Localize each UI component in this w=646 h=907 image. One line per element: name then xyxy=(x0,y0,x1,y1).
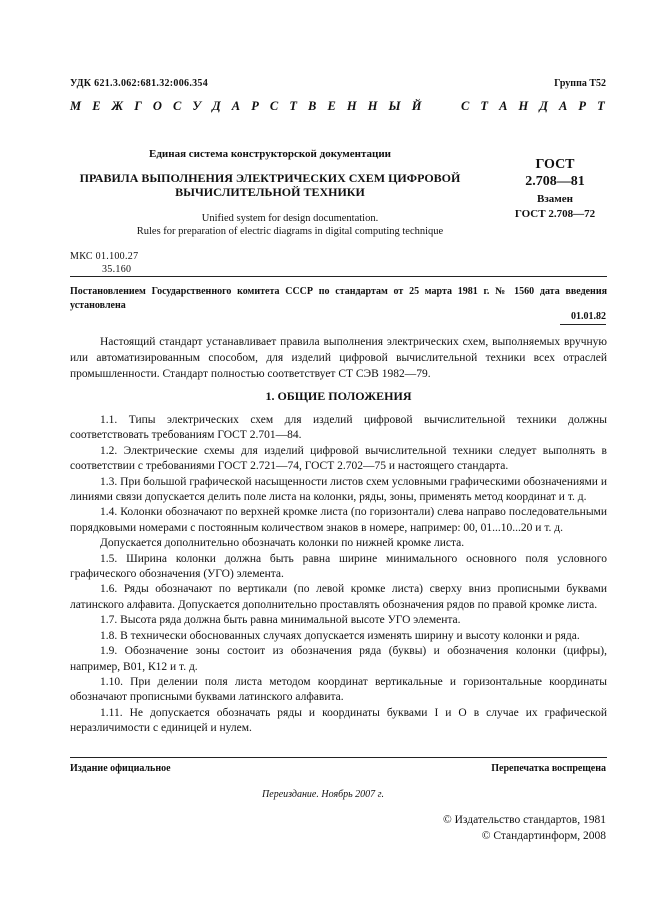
banner-letter: М xyxy=(70,99,82,113)
group-code: Группа Т52 xyxy=(554,78,606,89)
banner-letter: У xyxy=(192,99,202,113)
document-title xyxy=(70,171,470,199)
banner-letter: Е xyxy=(327,99,336,113)
paragraph: 1.1. Типы электрических схем для изделий цифровой вычислительной техники должны соответствовать требованиям ГОСТ 2.701—84. xyxy=(70,414,607,442)
paragraph: 1.7. Высота ряда должна быть равна минимальной высоте УГО элемента. xyxy=(100,614,461,627)
gost-label: ГОСТ xyxy=(535,157,575,172)
banner-letter: Н xyxy=(346,99,357,113)
section-title: 1. ОБЩИЕ ПОЛОЖЕНИЯ xyxy=(265,389,412,403)
paragraph: 1.8. В технически обоснованных случаях допускается изменять ширину и высоту колонки и ряда. xyxy=(100,629,580,642)
banner-letter: Р xyxy=(251,99,259,113)
standard-banner xyxy=(70,99,605,114)
replaces-label: Взамен xyxy=(537,193,573,205)
english-line: Rules for preparation of electric diagrams in digital computing technique xyxy=(136,226,444,237)
banner-letter: Г xyxy=(134,99,142,113)
paragraph: 1.9. Обозначение зоны состоит из обозначения ряда (буквы) и обозначения колонки (цифры), например, В01, К12 и т. д. xyxy=(70,645,607,673)
date-underline xyxy=(560,324,606,325)
banner-gap xyxy=(447,99,450,114)
banner-letter: Т xyxy=(597,99,605,113)
title-line: ВЫЧИСЛИТЕЛЬНОЙ ТЕХНИКИ xyxy=(175,185,365,199)
paragraph: 1.3. При большой графической насыщенности листов схем условными графическими обозначениями и линиями связи допускается делить поле листа на колонки, ряды, зоны, применять метод координат и т. д. xyxy=(70,475,607,504)
divider xyxy=(70,276,607,277)
copyright-line: © Издательство стандартов, 1981 xyxy=(442,814,606,826)
banner-letter: Н xyxy=(367,99,378,113)
banner-letter: Т xyxy=(480,99,488,113)
footer-divider xyxy=(70,757,607,758)
banner-letter: Р xyxy=(578,99,586,113)
banner-letter: Е xyxy=(92,99,101,113)
udk-code: УДК 621.3.062:681.32:006.354 xyxy=(70,78,209,89)
banner-letter: О xyxy=(152,99,162,113)
copyright xyxy=(443,812,606,844)
mks-codes xyxy=(70,250,138,276)
english-line: Unified system for design documentation. xyxy=(201,213,379,224)
banner-letter: С xyxy=(460,99,470,113)
banner-letter: В xyxy=(308,99,317,113)
reissue-note: Переиздание. Ноябрь 2007 г. xyxy=(262,789,384,800)
english-title xyxy=(70,212,510,238)
banner-gap xyxy=(433,99,436,114)
paragraph: 1.5. Ширина колонки должна быть равна ширине минимального основного поля условного графического обозначения (УГО) элемента. xyxy=(70,552,607,581)
banner-letter: С xyxy=(172,99,182,113)
copyright-line: © Стандартинформ, 2008 xyxy=(481,830,606,842)
banner-letter: Ж xyxy=(111,99,124,113)
banner-letter: Д xyxy=(212,99,221,113)
system-name: Единая система конструкторской документации xyxy=(149,148,391,160)
mks-line: 35.160 xyxy=(102,264,132,275)
gost-designation xyxy=(500,156,610,222)
paragraph: 1.10. При делении поля листа методом координат вертикальные и горизонтальные координаты обозначают прописными буквами латинского алфавита. xyxy=(70,675,607,704)
banner-letter: Т xyxy=(289,99,297,113)
reprint-notice: Перепечатка воспрещена xyxy=(491,763,606,774)
banner-letter: С xyxy=(269,99,279,113)
decree-text: Постановлением Государственного комитета СССР по стандартам от 25 марта 1981 г. № 1560 дата введения установлена xyxy=(70,286,607,311)
banner-letter: Н xyxy=(518,99,529,113)
paragraph: 1.4. Колонки обозначают по верхней кромке листа (по горизонтали) слева направо последовательными порядковыми номерами с постоянным количеством знаков в номере, например: 00, 01...10...20 и т. д. xyxy=(70,506,607,534)
banner-letter: А xyxy=(231,99,241,113)
banner-letter: Ы xyxy=(388,99,401,113)
gost-number: 2.708—81 xyxy=(525,174,585,189)
section-body xyxy=(70,413,607,737)
mks-line: МКС 01.100.27 xyxy=(70,251,139,262)
paragraph: 1.2. Электрические схемы для изделий цифровой вычислительной техники следует выполнять в соответствии с требованиями ГОСТ 2.721—74, ГОСТ 2.702—75 и настоящего стандарта. xyxy=(70,444,607,473)
banner-letter: Д xyxy=(539,99,548,113)
paragraph: Допускается дополнительно обозначать колонки по нижней кромке листа. xyxy=(100,537,465,550)
paragraph: 1.11. Не допускается обозначать ряды и координаты буквами I и О в случае их графической неразличимости с единицей и нулем. xyxy=(70,706,607,735)
official-edition: Издание официальное xyxy=(70,763,171,774)
banner-letter: А xyxy=(558,99,568,113)
paragraph: 1.6. Ряды обозначают по вертикали (по левой кромке листа) сверху вниз прописными буквами латинского алфавита. Допускается дополнительно проставлять обозначения рядов по правой кромке листа. xyxy=(70,583,607,611)
intro-paragraph: Настоящий стандарт устанавливает правила выполнения электрических схем, выполняемых вручную или автоматизированным способом, для изделий цифровой вычислительной техники всех отраслей промышленности. Стандарт полностью соответствует СТ СЭВ 1982—79. xyxy=(70,336,607,380)
banner-letter: Й xyxy=(411,99,422,113)
effective-date: 01.01.82 xyxy=(571,311,606,322)
banner-letter: А xyxy=(499,99,508,113)
replaces-gost: ГОСТ 2.708—72 xyxy=(514,208,596,220)
title-line: ПРАВИЛА ВЫПОЛНЕНИЯ ЭЛЕКТРИЧЕСКИХ СХЕМ ЦИФРОВОЙ xyxy=(79,171,461,185)
